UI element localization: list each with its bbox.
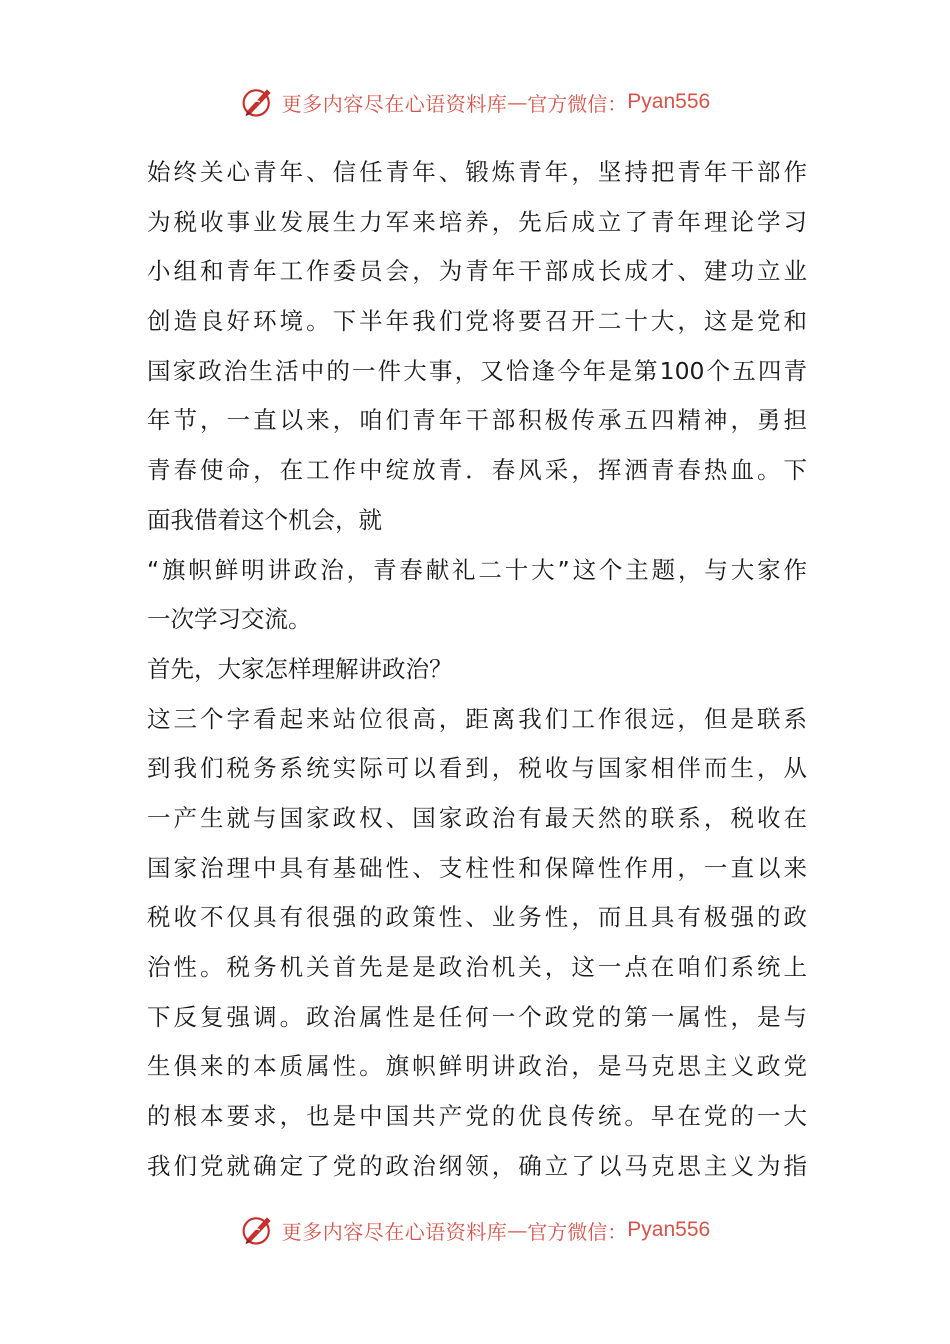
text-line: 始终关心青年、信任青年、锻炼青年，坚持把青年干部作	[147, 158, 807, 186]
text-line: 这三个字看起来站位很高，距离我们工作很远，但是联系	[147, 704, 807, 733]
pen-logo-icon	[240, 84, 276, 120]
banner-wechat-id: Pyan556	[627, 1218, 711, 1241]
text-line: 到我们税务系统实际可以看到，税收与国家相伴而生，从	[147, 754, 807, 783]
banner-dash: —	[507, 1218, 528, 1242]
text-line: 的根本要求，也是中国共产党的优良传统。早在党的一大	[147, 1102, 807, 1131]
text-line: 创造良好环境。下半年我们党将要召开二十大，这是党和	[147, 307, 807, 336]
banner-wechat-id: Pyan556	[627, 90, 711, 113]
text-line: 下反复强调。政治属性是任何一个政党的第一属性，是与	[147, 1002, 807, 1031]
banner-dash: —	[507, 90, 528, 114]
banner-text: 更多内容尽在心语资料库	[281, 1219, 508, 1244]
banner-wechat-label: 官方微信：	[527, 1219, 628, 1244]
footer-banner	[0, 1210, 950, 1250]
text-line: 首先，大家怎样理解讲政治？	[147, 654, 453, 683]
banner-text: 更多内容尽在心语资料库	[281, 91, 508, 116]
text-line: 面我借着这个机会，就	[147, 505, 382, 534]
banner-wechat-label: 官方微信：	[527, 91, 628, 116]
text-line: 生俱来的本质属性。旗帜鲜明讲政治，是马克思主义政党	[147, 1052, 807, 1081]
text-line: 国家政治生活中的一件大事，又恰逢今年是第100个五四青	[147, 356, 807, 385]
text-line: 年节，一直以来，咱们青年干部积极传承五四精神，勇担	[147, 406, 807, 435]
text-line: 治性。税务机关首先是是政治机关，这一点在咱们系统上	[147, 953, 807, 981]
document-body	[147, 148, 807, 1191]
header-banner	[0, 82, 950, 122]
text-line: 青春使命，在工作中绽放青．春风采，挥洒青春热血。下	[147, 456, 807, 485]
text-line: 国家治理中具有基础性、支柱性和保障性作用，一直以来	[147, 853, 807, 882]
text-line: 一产生就与国家政权、国家政治有最天然的联系，税收在	[147, 803, 807, 832]
text-line: 我们党就确定了党的政治纲领，确立了以马克思主义为指	[147, 1151, 807, 1180]
pen-logo-icon	[240, 1212, 276, 1248]
text-line: 小组和青年工作委员会，为青年干部成长成才、建功立业	[147, 257, 807, 286]
text-line: 为税收事业发展生力军来培养，先后成立了青年理论学习	[147, 207, 807, 236]
text-line: 税收不仅具有很强的政策性、业务性，而且具有极强的政	[147, 903, 807, 932]
text-line: “旗帜鲜明讲政治，青春献礼二十大”这个主题，与大家作	[147, 555, 807, 584]
text-line: 一次学习交流。	[147, 605, 312, 634]
